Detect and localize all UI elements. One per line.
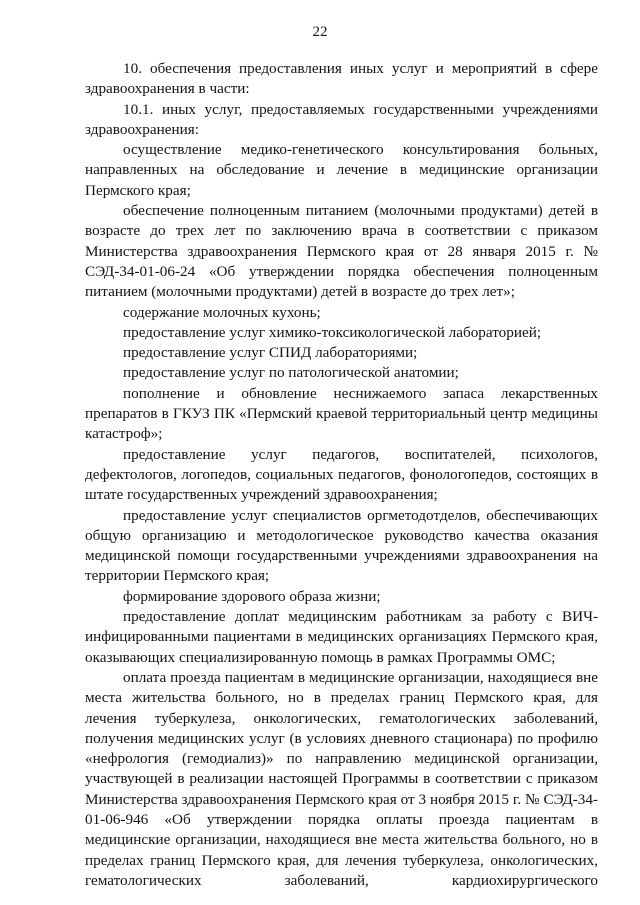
paragraph: предоставление доплат медицинским работникам за работу с ВИЧ-инфицированными пациентами в медицинских организациях Пермского края, оказывающих специализированную помощь в рамках Программы ОМС; [85, 608, 598, 666]
paragraph: обеспечение полноценным питанием (молочными продуктами) детей в возрасте до трех лет по заключению врача в соответствии с приказом Министерства здравоохранения Пермского края от 28 января 2015 г. № СЭД-34-01-06-24 «Об утверждении порядка обеспечения полноценным питанием (молочными продуктами) детей в возрасте до трех лет»; [85, 202, 598, 301]
paragraph: осуществление медико-генетического консультирования больных, направленных на обследование и лечение в медицинские организации Пермского края; [85, 141, 598, 199]
paragraph: оплата проезда пациентам в медицинские организации, находящиеся вне места жительства больного, но в пределах границ Пермского края, для лечения туберкулеза, онкологических, гематологических заболеваний, получения медицинских услуг (в условиях дневного стационара) по профилю «нефрология (гемодиализ)» по направлению медицинской организации, участвующей в реализации настоящей Программы в соответствии с приказом Министерства здравоохранения Пермского края от 3 ноября 2015 г. № СЭД-34-01-06-946 «Об утверждении порядка оплаты проезда пациентам в медицинские организации, находящиеся вне места жительства больного, но в пределах границ Пермского края, для лечения туберкулеза, онкологических, гематологических заболеваний, кардиохирургического [85, 668, 598, 889]
paragraph: 10.1. иных услуг, предоставляемых государственными учреждениями здравоохранения: [85, 100, 598, 138]
paragraph: формирование здорового образа жизни; [123, 587, 381, 605]
paragraph: пополнение и обновление неснижаемого запаса лекарственных препаратов в ГКУЗ ПК «Пермский краевой территориальный центр медицины катастроф»; [85, 384, 598, 443]
paragraph: предоставление услуг СПИД лабораториями; [123, 344, 418, 362]
paragraph: предоставление услуг специалистов оргметодотделов, обеспечивающих общую организацию и методологическое руководство качества оказания медицинской помощи государственными учреждениями здравоохранения на территории Пермского края; [85, 506, 598, 585]
document-body [85, 59, 598, 891]
paragraph: предоставление услуг химико-токсикологической лабораторией; [123, 323, 542, 341]
paragraph: предоставление услуг по патологической анатомии; [123, 364, 459, 382]
paragraph: 10. обеспечения предоставления иных услуг и мероприятий в сфере здравоохранения в части: [85, 60, 598, 98]
paragraph: предоставление услуг педагогов, воспитателей, психологов, дефектологов, логопедов, социальных педагогов, фонологопедов, состоящих в штате государственных учреждений здравоохранения; [85, 445, 598, 504]
paragraph: содержание молочных кухонь; [123, 303, 321, 321]
page-number: 22 [312, 24, 328, 40]
